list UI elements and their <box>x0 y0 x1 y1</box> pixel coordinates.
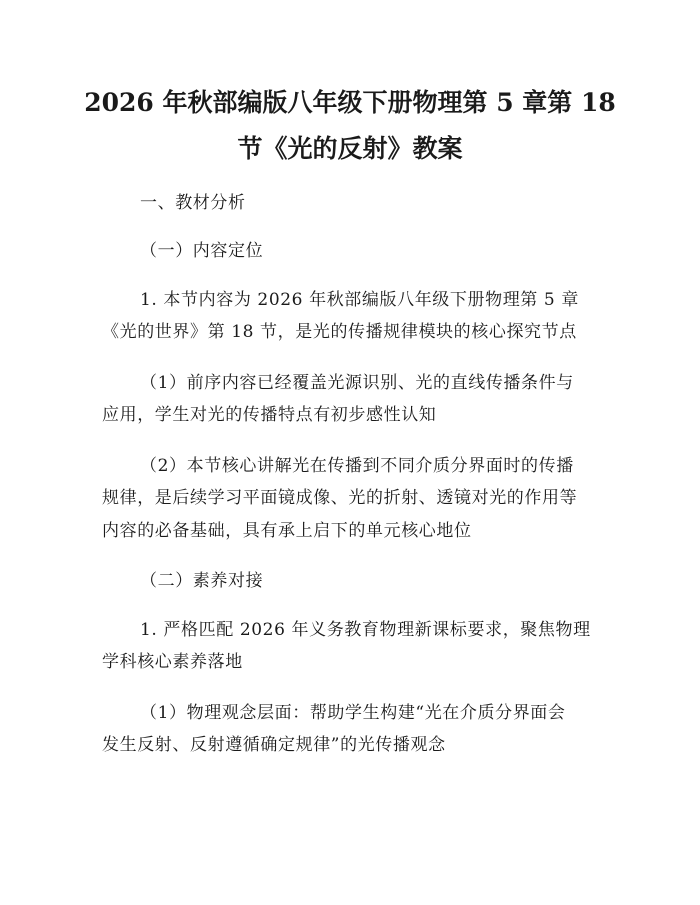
document-title-line-1: 2026 年秋部编版八年级下册物理第 5 章第 18 <box>84 88 616 117</box>
document-title-line-2: 节《光的反射》教案 <box>237 134 463 163</box>
paragraph-line: （1）前序内容已经覆盖光源识别、光的直线传播条件与 <box>140 373 574 393</box>
paragraph-line: 1. 严格匹配 2026 年义务教育物理新课标要求，聚焦物理 <box>140 620 591 640</box>
paragraph-line: 发生反射、反射遵循确定规律”的光传播观念 <box>102 735 446 755</box>
paragraph-line: 应用，学生对光的传播特点有初步感性认知 <box>102 405 437 425</box>
subsection-heading-content-positioning: （一）内容定位 <box>140 241 264 261</box>
paragraph-line: 规律，是后续学习平面镜成像、光的折射、透镜对光的作用等 <box>102 488 578 508</box>
paragraph-line: （2）本节核心讲解光在传播到不同介质分界面时的传播 <box>140 456 574 476</box>
paragraph-line: （1）物理观念层面：帮助学生构建“光在介质分界面会 <box>140 703 566 723</box>
paragraph-line: 学科核心素养落地 <box>102 652 243 672</box>
subsection-heading-literacy-alignment: （二）素养对接 <box>140 571 264 591</box>
paragraph-line: 1. 本节内容为 2026 年秋部编版八年级下册物理第 5 章 <box>140 290 579 310</box>
paragraph-line: 内容的必备基础，具有承上启下的单元核心地位 <box>102 521 472 541</box>
paragraph-line: 《光的世界》第 18 节，是光的传播规律模块的核心探究节点 <box>102 322 577 342</box>
section-heading-textbook-analysis: 一、教材分析 <box>140 193 246 213</box>
